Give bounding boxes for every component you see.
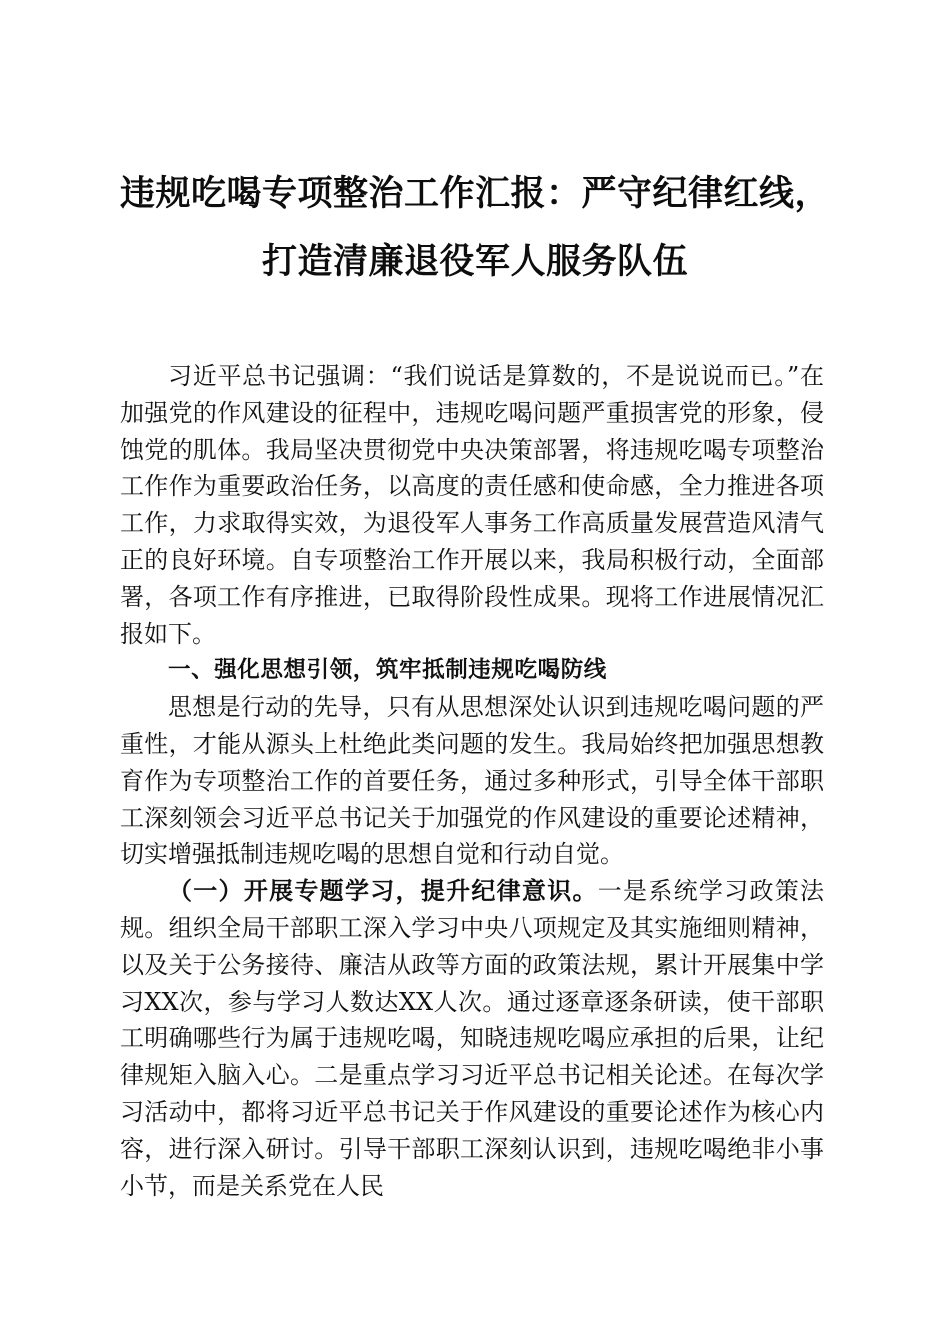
document-body: [120, 358, 824, 1204]
subsection-1-lead: （一）开展专题学习，提升纪律意识。: [168, 876, 598, 906]
subsection-1-paragraph: [120, 873, 824, 1204]
document-title-line-2: 打造清廉退役军人服务队伍: [261, 241, 688, 282]
section-1-heading: 一、强化思想引领，筑牢抵制违规吃喝防线: [168, 657, 607, 684]
subsection-1-body: 一是系统学习政策法规。组织全局干部职工深入学习中央八项规定及其实施细则精神，以及关于公务接待、廉洁从政等方面的政策法规，累计开展集中学习XX次，参与学习人数达XX人次。通过逐章逐条研读，使干部职工明确哪些行为属于违规吃喝，知晓违规吃喝应承担的后果，让纪律规矩入脑入心。二是重点学习习近平总书记相关论述。在每次学习活动中，都将习近平总书记关于作风建设的重要论述作为核心内容，进行深入研讨。引导干部职工深刻认识到，违规吃喝绝非小事小节，而是关系党在人民: [120, 877, 825, 1200]
intro-paragraph: 习近平总书记强调：“我们说话是算数的，不是说说而已。”在加强党的作风建设的征程中，违规吃喝问题严重损害党的形象，侵蚀党的肌体。我局坚决贯彻党中央决策部署，将违规吃喝专项整治工作作为重要政治任务，以高度的责任感和使命感，全力推进各项工作，力求取得实效，为退役军人事务工作高质量发展营造风清气正的良好环境。自专项整治工作开展以来，我局积极行动，全面部署，各项工作有序推进，已取得阶段性成果。现将工作进展情况汇报如下。: [120, 362, 824, 648]
document-title-line-1: 违规吃喝专项整治工作汇报：严守纪律红线，: [119, 173, 830, 214]
section-1-paragraph: 思想是行动的先导，只有从思想深处认识到违规吃喝问题的严重性，才能从源头上杜绝此类问题的发生。我局始终把加强思想教育作为专项整治工作的首要任务，通过多种形式，引导全体干部职工深刻领会习近平总书记关于加强党的作风建设的重要论述精神，切实增强抵制违规吃喝的思想自觉和行动自觉。: [120, 693, 824, 869]
